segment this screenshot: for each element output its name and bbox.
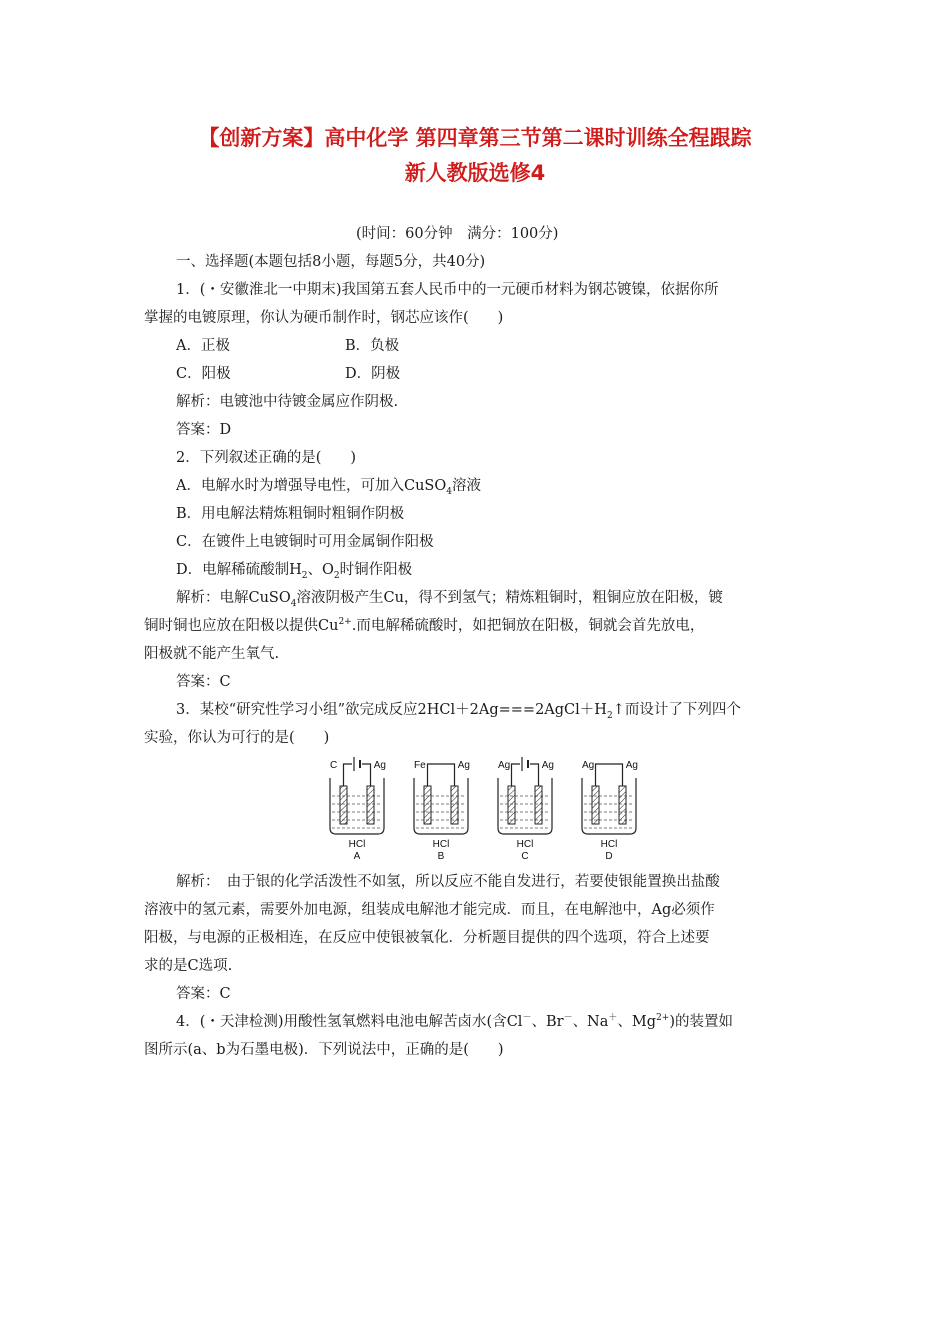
q1-option-d: D．阴极: [345, 366, 401, 382]
q2-stem: 2．下列叙述正确的是( ): [176, 450, 357, 466]
beaker-C: [498, 778, 552, 834]
q2-option-d: D．电解稀硫酸制$H_2$、$O_2$时铜作阳极: [176, 562, 413, 581]
beaker-D: [582, 778, 636, 834]
electrode-label-right-C: Ag: [541, 760, 554, 771]
electrode-label-left-A: C: [330, 760, 338, 771]
q2-analysis-line1: 解析：电解CuSO$_4$溶液阴极产生Cu，得不到氢气；精炼粗铜时，粗铜应放在阳极，镀: [176, 590, 723, 609]
diagram-svg: [320, 752, 650, 864]
solution-label-A: HCl: [348, 839, 366, 850]
solution-label-C: HCl: [516, 839, 534, 850]
q1-answer: 答案：D: [176, 422, 232, 438]
electrode-left-B: [424, 786, 431, 824]
electrode-label-right-D: Ag: [625, 760, 638, 771]
q4-stem-line1: 4．(・天津检测)用酸性氢氧燃料电池电解苦卤水(含Cl－、Br－、Na＋、$Mg^{2+}$)的装置如: [176, 1013, 734, 1030]
q2-option-b: B．用电解法精炼粗铜时粗铜作阴极: [176, 506, 405, 522]
solution-label-B: HCl: [432, 839, 450, 850]
diagram-option-label-A: A: [353, 851, 361, 862]
time-info: (时间：60分钟 满分：100分): [356, 226, 559, 242]
q2-answer: 答案：C: [176, 674, 231, 690]
wire-D: [596, 764, 623, 786]
electrode-label-left-D: Ag: [582, 760, 595, 771]
q3-stem-line2: 实验，你认为可行的是( ): [144, 730, 330, 746]
electrode-left-D: [592, 786, 599, 824]
electrode-right-B: [451, 786, 458, 824]
wire-B: [428, 764, 455, 786]
electrode-right-C: [535, 786, 542, 824]
q1-option-b: B．负极: [345, 338, 400, 354]
beaker-B: [414, 778, 468, 834]
q1-stem-line2: 掌握的电镀原理，你认为硬币制作时，钢芯应该作( ): [144, 310, 504, 326]
electrode-label-right-B: Ag: [457, 760, 470, 771]
electrode-right-D: [619, 786, 626, 824]
electrode-label-left-B: Fe: [414, 760, 426, 771]
q3-analysis-line4: 求的是C选项.: [144, 958, 233, 974]
q3-analysis-line1: 解析： 由于银的化学活泼性不如氢，所以反应不能自发进行，若要使银能置换出盐酸: [176, 874, 720, 890]
q1-option-a: A．正极: [176, 338, 230, 354]
q1-stem-line1: 1．(・安徽淮北一中期末)我国第五套人民币中的一元硬币材料为钢芯镀镍，依据你所: [176, 282, 719, 298]
q3-analysis-line3: 阳极，与电源的正极相连，在反应中使银被氧化．分析题目提供的四个选项，符合上述要: [144, 930, 710, 946]
diagram-option-label-D: D: [605, 851, 613, 862]
electrode-left-C: [508, 786, 515, 824]
q3-analysis-line2: 溶液中的氢元素，需要外加电源，组装成电解池才能完成．而且，在电解池中，Ag必须作: [144, 902, 715, 918]
q1-analysis: 解析：电镀池中待镀金属应作阴极.: [176, 394, 399, 410]
q2-option-a: A．电解水时为增强导电性，可加入CuSO$_4$溶液: [176, 478, 481, 497]
q2-option-c: C．在镀件上电镀铜时可用金属铜作阳极: [176, 534, 434, 550]
diagram-option-label-B: B: [437, 851, 445, 862]
q3-stem-line1: 3．某校“研究性学习小组”欲完成反应$2HCl+2Ag===2AgCl+H_2↑$而设计了下列四个: [176, 702, 741, 721]
q1-options-row1: [176, 336, 576, 356]
q1-options-row2: [176, 364, 576, 384]
diagram-option-label-C: C: [521, 851, 529, 862]
q2-analysis-line2: 铜时铜也应放在阳极以提供$Cu^{2+}$.而电解稀硫酸时，如把铜放在阳极，铜就会首先放电，: [144, 617, 705, 634]
q2-analysis-line3: 阳极就不能产生氧气.: [144, 646, 280, 662]
electrode-label-right-A: Ag: [373, 760, 386, 771]
document-title-line2: 新人教版选修4: [404, 161, 546, 185]
solution-label-D: HCl: [600, 839, 618, 850]
electrode-label-left-C: Ag: [498, 760, 511, 771]
electrode-right-A: [367, 786, 374, 824]
electrolysis-diagrams: [320, 752, 650, 864]
electrode-left-A: [340, 786, 347, 824]
q4-stem-line2: 图所示(a、b为石墨电极)．下列说法中，正确的是( ): [144, 1042, 504, 1058]
q3-answer: 答案：C: [176, 986, 231, 1002]
beaker-A: [330, 778, 384, 834]
q1-option-c: C．阳极: [176, 366, 231, 382]
section-heading: 一、选择题(本题包括8小题，每题5分，共40分): [176, 254, 486, 270]
document-title-line1: 【创新方案】高中化学 第四章第三节第二课时训练全程跟踪: [198, 126, 752, 150]
